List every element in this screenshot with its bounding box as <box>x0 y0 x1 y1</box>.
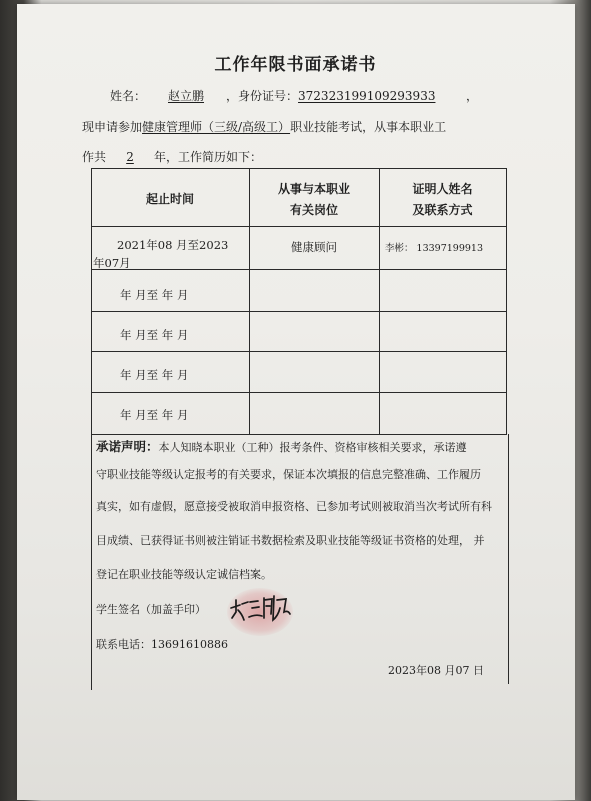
phone-label: 联系电话： <box>96 638 151 651</box>
statement-line4: 目成绩、已获得证书则被注销证书数据检索及职业技能等级证书资格的处理， 并 <box>96 534 485 547</box>
name-label: 姓名： <box>110 89 147 103</box>
statement-line3: 真实，如有虚假，愿意接受被取消申报资格、已参加考试则被取消当次考试所有科 <box>96 500 492 513</box>
table-border-bottom <box>91 434 507 435</box>
id-tail: ， <box>466 89 479 103</box>
table-border-left <box>91 168 92 435</box>
header-contact-line2: 及联系方式 <box>412 203 473 217</box>
header-contact-line1: 证明人姓名 <box>412 182 473 196</box>
row2-period: 年 月至 年 月 <box>120 288 189 302</box>
table-border-top <box>91 168 507 169</box>
row1-period-line1: 2021年08 月至2023 <box>117 238 229 252</box>
table-row-line <box>91 226 507 227</box>
years-value: 2 <box>126 150 134 164</box>
header-position-line1: 从事与本职业 <box>277 182 350 196</box>
name-line <box>110 87 478 104</box>
table-row-line <box>91 311 507 312</box>
row5-period: 年 月至 年 月 <box>120 408 189 422</box>
row4-period: 年 月至 年 月 <box>120 368 189 382</box>
statement-line5: 登记在职业技能等级认定诚信档案。 <box>96 568 272 581</box>
apply-line <box>82 118 446 135</box>
row1-period-line2: 年07月 <box>93 256 131 270</box>
years-prefix: 作共 <box>82 150 107 164</box>
table-row-line <box>91 269 507 270</box>
row3-period: 年 月至 年 月 <box>120 328 189 342</box>
table-row-line <box>91 392 507 393</box>
row1-position: 健康顾问 <box>291 240 337 254</box>
table-border-right <box>506 168 507 435</box>
apply-course: 健康管理师（三级/高级工） <box>142 120 291 134</box>
phone-line <box>96 636 228 652</box>
id-value: 372323199109293933 <box>298 89 436 103</box>
years-line <box>82 148 262 165</box>
statement-line1 <box>96 436 467 455</box>
document-title: 工作年限书面承诺书 <box>214 55 377 75</box>
table-row-line <box>91 351 507 352</box>
statement-line2: 守职业技能等级认定报考的有关要求，保证本次填报的信息完整准确、工作履历 <box>96 468 481 481</box>
phone-value: 13691610886 <box>151 638 228 651</box>
apply-suffix: 职业技能考试，从事本职业工 <box>290 120 447 134</box>
row1-contact: 李彬： 13397199913 <box>385 243 484 254</box>
id-label: ，身份证号： <box>226 89 299 103</box>
years-suffix: 年，工作简历如下： <box>154 150 263 164</box>
header-position-line2: 有关岗位 <box>289 203 338 217</box>
signature-label: 学生签名（加盖手印） <box>96 603 206 616</box>
statement-text-1: 本人知晓本职业（工种）报考条件、资格审核相关要求，承诺遵 <box>158 441 467 454</box>
handwritten-signature <box>228 590 292 626</box>
name-value: 赵立鹏 <box>168 89 205 103</box>
form-border-left <box>91 434 92 690</box>
statement-label: 承诺声明： <box>96 439 159 454</box>
apply-prefix: 现申请参加 <box>82 120 143 134</box>
date-line: 2023年08 月07 日 <box>388 664 484 677</box>
form-border-right <box>508 434 509 684</box>
header-period: 起止时间 <box>145 192 194 206</box>
